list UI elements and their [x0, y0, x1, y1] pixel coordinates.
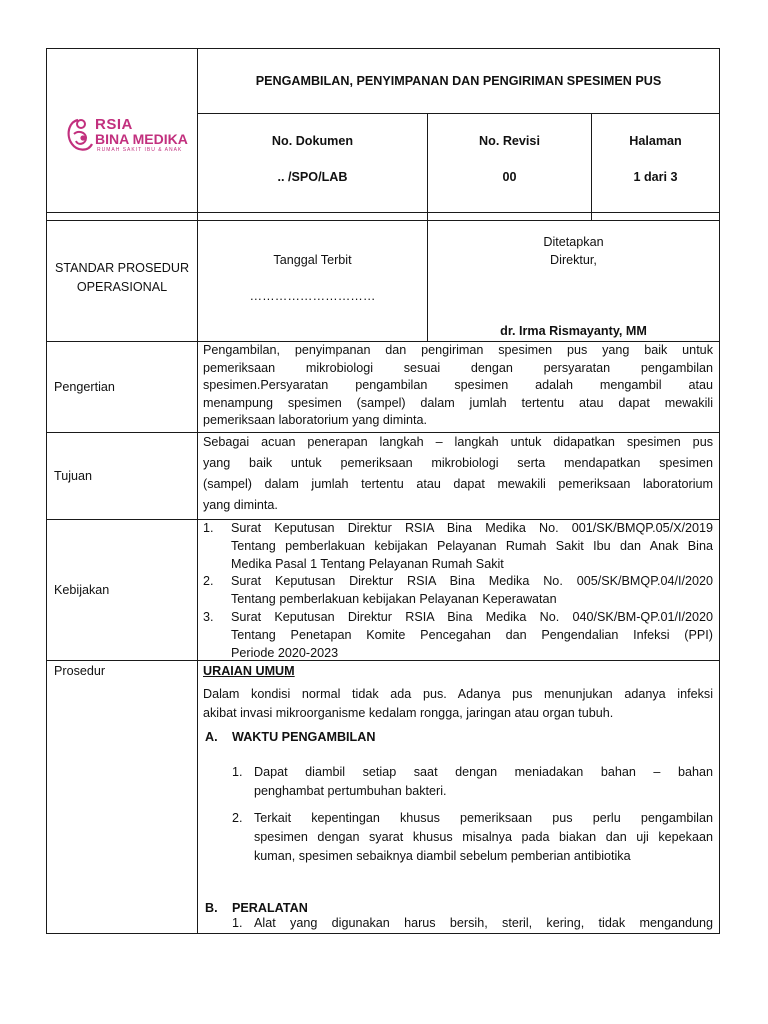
kebijakan-list [203, 520, 713, 662]
no-revisi-value: 00 [502, 170, 517, 184]
kebijakan-line: Medika Pasal 1 Tentang Pelayanan Rumah Sakit [231, 556, 504, 571]
kebijakan-line: Tentang Penetapan Komite Pencegahan dan Pengendalian Infeksi (PPI) [231, 627, 713, 642]
no-dokumen-value: .. /SPO/LAB [277, 170, 348, 184]
tanggal-terbit-value: ………………………… [249, 289, 376, 303]
kebijakan-number: 2. [203, 574, 214, 589]
tujuan-line: yang diminta. [203, 498, 278, 512]
table-border-bottom [46, 933, 720, 934]
row-divider [46, 212, 720, 213]
ditetapkan-label: Ditetapkan [543, 235, 604, 249]
pengertian-line: pemeriksaan mikrobiologi sesuai dengan persyaratan pengambilan [203, 360, 713, 375]
section-b-title: PERALATAN [232, 901, 308, 915]
logo-name: RSIA [95, 116, 133, 133]
section-a-line: Terkait kepentingan khusus pemeriksaan pus perlu pengambilan [254, 811, 713, 825]
no-revisi-label: No. Revisi [479, 134, 540, 148]
pengertian-line: Pengambilan, penyimpanan dan pengiriman spesimen pus yang baik untuk [203, 343, 713, 357]
prosedur-label: Prosedur [54, 664, 106, 678]
tujuan-label: Tujuan [54, 469, 93, 483]
kebijakan-label: Kebijakan [54, 583, 110, 597]
kebijakan-line: Tentang pemberlakuan kebijakan Pelayanan Rumah Sakit Ibu dan Anak Bina [231, 538, 713, 553]
section-b-list [232, 914, 713, 933]
spo-label-line2: OPERASIONAL [76, 280, 168, 294]
section-a-list [232, 763, 713, 866]
hospital-logo [64, 114, 188, 156]
pengertian-line: menampung spesimen (sampel) dalam jumlah tertentu atau dapat mewakili [203, 395, 713, 410]
kebijakan-number: 1. [203, 521, 214, 535]
section-a-line: spesimen dengan syarat khusus misalnya pada biakan dan uji kepekaan [254, 830, 713, 844]
section-a-item [232, 763, 713, 801]
logo-tagline: RUMAH SAKIT IBU & ANAK [97, 147, 183, 153]
kebijakan-item [203, 520, 713, 573]
tanggal-terbit-label: Tanggal Terbit [273, 253, 352, 267]
halaman-label: Halaman [629, 134, 682, 148]
no-dokumen-label: No. Dokumen [271, 134, 354, 148]
spo-label-line1: STANDAR PROSEDUR [54, 261, 190, 275]
table-border-top [46, 48, 720, 49]
uraian-line: akibat invasi mikroorganisme kedalam rongga, jaringan atau organ tubuh. [203, 706, 614, 720]
pengertian-line: spesimen.Persyaratan pengambilan spesimen adalah mengambil atau [203, 378, 713, 393]
kebijakan-line: Periode 2020-2023 [231, 645, 339, 660]
kebijakan-line: Surat Keputusan Direktur RSIA Bina Medika No. 001/SK/BMQP.05/X/2019 [231, 521, 713, 535]
section-b-item [232, 914, 713, 933]
section-a-line: Dapat diambil setiap saat dengan meniadakan bahan – bahan [254, 765, 713, 779]
tujuan-line: (sampel) dalam jumlah tertentu atau dapat mewakili pemeriksaan laboratorium [203, 477, 713, 491]
pengertian-line: pemeriksaan laboratorium yang diminta. [203, 413, 428, 428]
section-b-letter: B. [205, 901, 218, 915]
document-title: PENGAMBILAN, PENYIMPANAN DAN PENGIRIMAN SPESIMEN PUS [255, 74, 662, 88]
pengertian-text [203, 342, 713, 430]
row-divider [46, 220, 720, 221]
halaman-value: 1 dari 3 [633, 170, 678, 184]
uraian-line: Dalam kondisi normal tidak ada pus. Adanya pus menunjukan adanya infeksi [203, 687, 713, 701]
section-a-number: 1. [232, 765, 243, 779]
section-a-line: penghambat pertumbuhan bakteri. [254, 784, 447, 798]
direktur-label: Direktur, [550, 253, 597, 267]
kebijakan-item [203, 609, 713, 662]
pengertian-label: Pengertian [54, 380, 115, 394]
kebijakan-line: Surat Keputusan Direktur RSIA Bina Medika No. 040/SK/BM-QP.01/I/2020 [231, 609, 713, 624]
section-a-letter: A. [205, 730, 218, 744]
kebijakan-item [203, 573, 713, 609]
kebijakan-number: 3. [203, 609, 214, 624]
table-border-right [719, 48, 720, 934]
uraian-umum-title: URAIAN UMUM [203, 664, 295, 678]
signatory-name: dr. Irma Rismayanty, MM [500, 324, 647, 338]
section-a-number: 2. [232, 811, 243, 825]
table-border-left [46, 48, 47, 934]
section-a-title: WAKTU PENGAMBILAN [232, 730, 376, 744]
section-b-number: 1. [232, 916, 243, 930]
row-divider [197, 113, 720, 114]
tujuan-line: yang baik untuk pemeriksaan mikrobiologi serta mendapatkan spesimen [203, 456, 713, 470]
kebijakan-line: Surat Keputusan Direktur RSIA Bina Medika No. 005/SK/BMQP.04/I/2020 [231, 574, 713, 589]
tujuan-text [203, 432, 713, 516]
uraian-umum-text [203, 685, 713, 723]
kebijakan-line: Tentang pemberlakuan kebijakan Pelayanan Keperawatan [231, 592, 557, 607]
section-b-line: Alat yang digunakan harus bersih, steril, kering, tidak mengandung [254, 916, 713, 930]
section-a-line: kuman, spesimen sebaiknya diambil sebelum pemberian antibiotika [254, 849, 631, 863]
section-a-item [232, 809, 713, 866]
logo-subname: BINA MEDIKA [95, 131, 188, 147]
tujuan-line: Sebagai acuan penerapan langkah – langkah untuk didapatkan spesimen pus [203, 435, 713, 449]
